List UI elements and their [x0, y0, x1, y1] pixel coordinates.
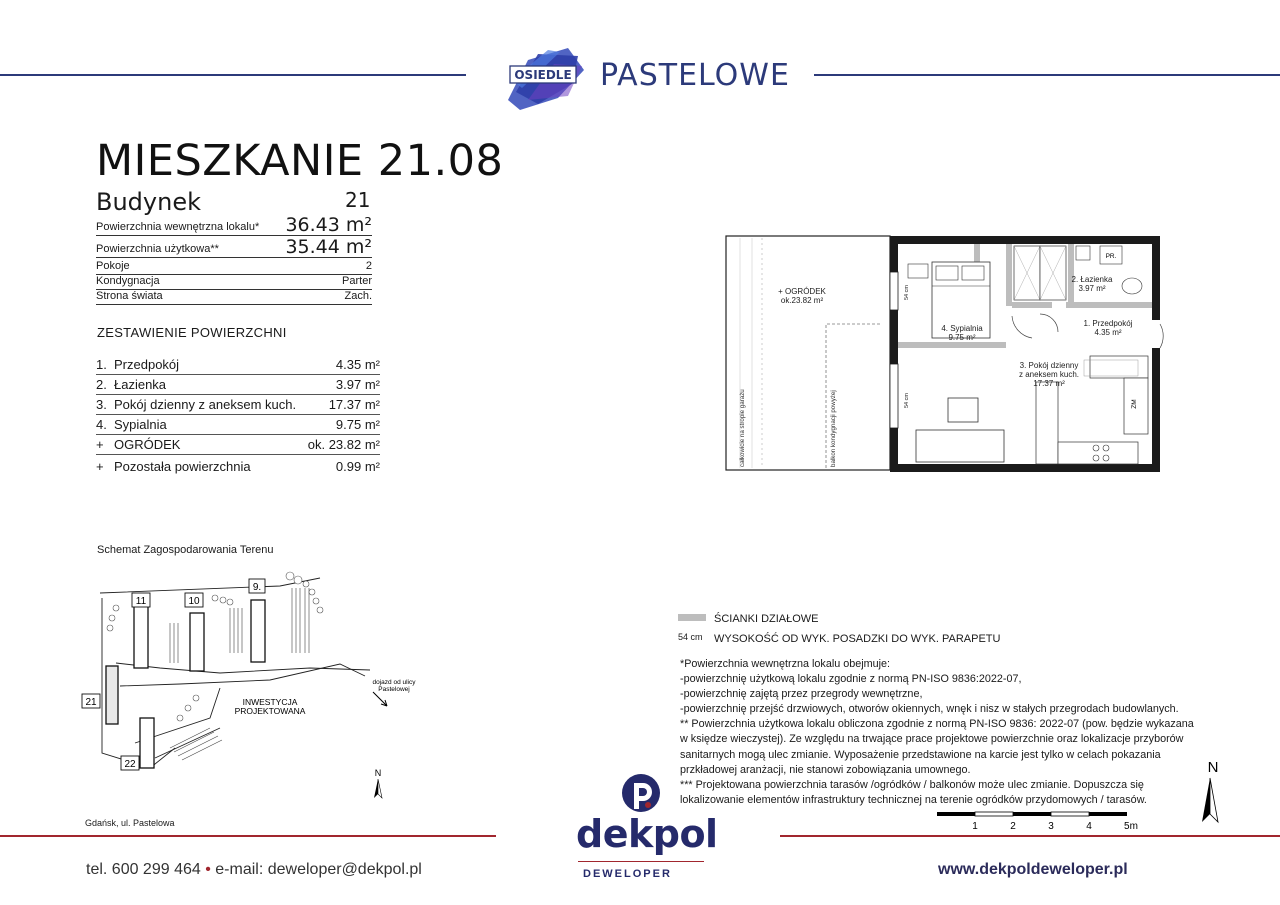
site-location: Gdańsk, ul. Pastelowa: [85, 818, 175, 828]
wall-bottom: [890, 464, 1158, 472]
brand-name: PASTELOWE: [600, 58, 790, 93]
summary-num: +: [96, 459, 104, 474]
footnote-line: *Powierzchnia wewnętrzna lokalu obejmuje:: [680, 658, 891, 670]
living-label-1: 3. Pokój dzienny: [1019, 361, 1079, 370]
summary-name: Łazienka: [114, 377, 167, 392]
site-label-10: 10: [188, 596, 200, 607]
building-label: Budynek: [96, 188, 201, 216]
wall-left: [890, 236, 898, 472]
company-subtitle: DEWELOPER: [583, 868, 672, 880]
sill-height-label-2: 54 cm: [904, 393, 910, 408]
pr-label: PR.: [1105, 253, 1117, 260]
summary-row: [96, 355, 380, 375]
summary-num: 1.: [96, 357, 107, 372]
hall-area: 4.35 m²: [1094, 328, 1122, 337]
site-access-label-1: dojazd od ulicy: [372, 679, 416, 686]
summary-value: 3.97 m²: [335, 377, 380, 392]
summary-title: ZESTAWIENIE POWIERZCHNI: [97, 325, 287, 340]
garden-label-1: + OGRÓDEK: [778, 287, 826, 296]
property-label: Strona świata: [96, 290, 163, 302]
site-label-22: 22: [124, 759, 136, 770]
summary-num: 2.: [96, 377, 107, 392]
company-name: dekpol: [576, 812, 718, 856]
summary-name: Sypialnia: [114, 417, 167, 432]
summary-row: [96, 395, 380, 415]
site-building-10: [190, 613, 204, 671]
garage-label: całkowicie na stropie garażu: [739, 389, 746, 467]
north-label: N: [1207, 759, 1219, 776]
property-value: 2: [365, 260, 372, 272]
site-plan-map: [80, 568, 460, 783]
summary-value: 4.35 m²: [335, 357, 380, 372]
building-value: 21: [345, 188, 371, 212]
property-label: Powierzchnia użytkowa**: [96, 243, 219, 255]
site-building-22: [140, 718, 154, 768]
summary-value: 9.75 m²: [335, 417, 380, 432]
bathroom-area: 3.97 m²: [1078, 284, 1106, 293]
footnote-line: *** Projektowana powierzchnia tarasów /ogródków / balkonów może ulec zmianie. Dopuszcza się: [680, 778, 1144, 791]
apartment-title: MIESZKANIE 21.08: [96, 136, 504, 186]
summary-value: 0.99 m²: [335, 459, 380, 474]
footnote-line: przkładowej aranżacji, nie stanowi zobowiązania umownego.: [680, 763, 971, 776]
scale-tick: 2: [1010, 821, 1016, 832]
site-access-arrow-icon: [373, 692, 387, 706]
zm-label: ZM: [1131, 399, 1138, 409]
partition-legend-label: ŚCIANKI DZIAŁOWE: [714, 613, 819, 625]
property-value: Zach.: [344, 290, 372, 302]
sill-height-label-1: 54 cm: [904, 285, 910, 300]
site-building-21-highlight: [106, 666, 118, 724]
separator-dot: •: [205, 861, 211, 878]
site-label-11: 11: [135, 596, 147, 607]
summary-name: Przedpokój: [114, 357, 180, 372]
summary-value: 17.37 m²: [328, 397, 380, 412]
summary-num: 3.: [96, 397, 107, 412]
footnote-line: -powierzchnię zajętą przez przegrody wewnętrzne,: [680, 688, 923, 701]
footnotes: [680, 657, 1205, 808]
north-arrow-icon: [1195, 756, 1225, 824]
summary-name: Pozostała powierzchnia: [114, 459, 251, 474]
bedroom-area: 9.75 m²: [948, 333, 976, 342]
contact-phone: tel. 600 299 464: [86, 861, 201, 878]
website-link[interactable]: www.dekpoldeweloper.pl: [938, 861, 1128, 878]
property-row: [96, 290, 372, 305]
contact-info: [86, 861, 422, 879]
hall-label: 1. Przedpokój: [1083, 319, 1133, 328]
scale-bar: [935, 806, 1145, 832]
property-label: Powierzchnia wewnętrzna lokalu*: [96, 221, 260, 233]
sill-legend-label: WYSOKOŚĆ OD WYK. POSADZKI DO WYK. PARAPETU: [714, 633, 1001, 645]
summary-name: Pokój dzienny z aneksem kuch.: [114, 397, 297, 412]
header-line-left: [0, 74, 466, 76]
site-label-21: 21: [85, 697, 97, 708]
site-investment-label-2: PROJEKTOWANA: [234, 706, 306, 716]
summary-row: [96, 456, 380, 476]
footnote-line: ** Powierzchnia użytkowa lokalu obliczona zgodnie z normą PN-ISO 9836: 2022-07 (pow. będzie wykazana: [680, 718, 1194, 731]
footer-line-right: [780, 835, 1280, 837]
site-north-label: N: [374, 768, 382, 778]
summary-row: [96, 375, 380, 395]
property-value: 35.44 m²: [285, 236, 372, 258]
scale-tick: 4: [1086, 821, 1092, 832]
property-label: Pokoje: [96, 260, 130, 272]
osiedle-logo: [498, 40, 590, 112]
site-building-11: [134, 606, 148, 668]
summary-name: OGRÓDEK: [114, 437, 181, 452]
property-label: Kondygnacja: [96, 275, 160, 287]
living-area: 17.37 m²: [1033, 379, 1065, 388]
balcony-label: balkon kondygnacji powyżej: [830, 390, 837, 467]
contact-email[interactable]: e-mail: deweloper@dekpol.pl: [215, 861, 422, 878]
floor-plan: [722, 232, 1168, 478]
footnote-line: -powierzchnię użytkową lokalu zgodnie z normą PN-ISO 9836:2022-07,: [680, 673, 1022, 686]
footnote-line: lokalizowanie elementów infrastruktury technicznej na terenie ogródków przydomowych / tarasów.: [680, 793, 1147, 806]
property-row: [96, 258, 372, 275]
osiedle-logo-text: OSIEDLE: [514, 68, 572, 82]
bathroom-label: 2. Łazienka: [1071, 275, 1113, 284]
site-investment-label-1: INWESTYCJA: [242, 697, 298, 707]
garden-label-2: ok.23.82 m²: [780, 296, 824, 305]
company-divider: [578, 861, 704, 862]
property-row: [96, 275, 372, 290]
property-value: Parter: [342, 275, 372, 287]
garden-area: [726, 236, 890, 470]
property-row: [96, 212, 372, 236]
site-label-9: 9.: [252, 582, 262, 593]
sill-legend-sample: 54 cm: [678, 632, 703, 642]
summary-row: [96, 415, 380, 435]
bedroom-label: 4. Sypialnia: [941, 324, 983, 333]
scale-tick: 1: [972, 821, 978, 832]
property-row: [96, 236, 372, 258]
partition-legend-swatch: [678, 614, 706, 621]
footnote-line: w księdze wieczystej). Ze względu na trwające prace projektowe powierzchnie oraz lokalizacje przyborów: [680, 733, 1184, 746]
wall-top: [890, 236, 1158, 244]
scale-tick: 3: [1048, 821, 1054, 832]
summary-row: [96, 435, 380, 455]
header-line-right: [814, 74, 1280, 76]
footnote-line: sanitarnych mogą ulec zmianie. Wyposażenie przedstawione na karcie jest tylko w celach pokazania: [680, 748, 1161, 761]
site-plan-title: Schemat Zagospodarowania Terenu: [97, 544, 274, 556]
wall-right: [1152, 236, 1160, 472]
property-value: 36.43 m²: [285, 214, 372, 236]
summary-num: +: [96, 437, 104, 452]
footnote-line: -powierzchnię przejść drzwiowych, otworów okiennych, wnęk i nisz w stałych przegrodach budowlanych.: [680, 703, 1179, 716]
site-building-9: [251, 600, 265, 662]
summary-value: ok. 23.82 m²: [307, 437, 380, 452]
scale-tick: 5m: [1124, 821, 1138, 832]
footer-line-left: [0, 835, 496, 837]
site-access-label-2: Pastelowej: [378, 686, 410, 693]
summary-num: 4.: [96, 417, 107, 432]
living-label-2: z aneksem kuch.: [1018, 370, 1080, 379]
site-north-arrow-icon: [370, 768, 386, 800]
